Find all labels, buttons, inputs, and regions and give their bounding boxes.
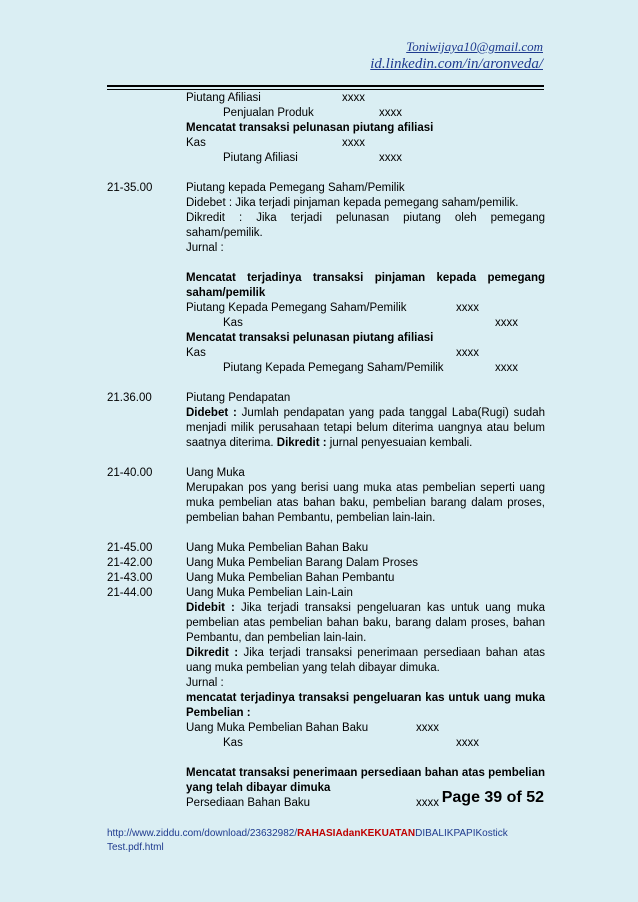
amount: xxxx	[416, 797, 439, 809]
account-name: Kas	[223, 317, 243, 329]
debit-text: Jumlah pendapatan yang pada tanggal Laba(Rugi) sudah menjadi milik perusahaan tetapi belum diterima uangnya atau belum saatnya diterima.	[186, 407, 545, 449]
header-linkedin-link[interactable]: id.linkedin.com/in/aronveda/	[370, 56, 543, 72]
amount: xxxx	[342, 137, 365, 149]
section-row	[0, 541, 638, 556]
amount: xxxx	[342, 92, 365, 104]
amount: xxxx	[379, 107, 402, 119]
section-row	[0, 181, 638, 196]
section-title: Uang Muka Pembelian Bahan Pembantu	[186, 572, 395, 584]
url-suffix: DIBALIKPAPIKostick Test.pdf.html	[107, 828, 508, 853]
journal-line	[0, 106, 638, 121]
credit-text: jurnal penyesuaian kembali.	[326, 437, 473, 449]
amount: xxxx	[416, 722, 439, 734]
journal-line	[0, 136, 638, 151]
amount: xxxx	[495, 362, 518, 374]
jurnal-label: Jurnal :	[186, 677, 224, 689]
url-highlight: RAHASIAdanKEKUATAN	[297, 828, 416, 839]
debit-label: Didebit :	[186, 602, 235, 614]
journal-line	[0, 301, 638, 316]
journal-line	[0, 361, 638, 376]
journal-heading: Mencatat terjadinya transaksi pinjaman kepada pemegang saham/pemilik	[186, 272, 545, 299]
account-name: Kas	[186, 347, 206, 359]
header-email-link[interactable]: Toniwijaya10@gmail.com	[406, 39, 543, 54]
account-code: 21-45.00	[107, 542, 153, 554]
account-code: 21-42.00	[107, 557, 153, 569]
account-name: Piutang Kepada Pemegang Saham/Pemilik	[186, 302, 407, 314]
section-row	[0, 556, 638, 571]
journal-line	[0, 721, 638, 736]
amount: xxxx	[456, 347, 479, 359]
jurnal-label: Jurnal :	[186, 242, 224, 254]
journal-heading: mencatat terjadinya transaksi pengeluaran kas untuk uang muka Pembelian :	[186, 692, 545, 719]
section-row	[0, 571, 638, 586]
section-row	[0, 391, 638, 406]
account-code: 21.36.00	[107, 392, 152, 404]
account-code: 21-40.00	[107, 467, 153, 479]
account-name: Piutang Kepada Pemegang Saham/Pemilik	[223, 362, 444, 374]
account-code: 21-43.00	[107, 572, 153, 584]
journal-line	[0, 91, 638, 106]
page-number: Page 39 of 52	[441, 789, 544, 806]
journal-line	[0, 151, 638, 166]
account-name: Penjualan Produk	[223, 107, 314, 119]
account-code: 21-35.00	[107, 182, 153, 194]
heading-text: Mencatat transaksi pelunasan piutang afiliasi	[186, 122, 434, 134]
section-description: Merupakan pos yang berisi uang muka atas pembelian seperti uang muka pembelian atas bahan baku, pembelian barang dalam proses, pembelian bahan Pembantu, pembelian lain-lain.	[186, 482, 545, 524]
section-title: Piutang Pendapatan	[186, 392, 291, 404]
account-code: 21-44.00	[107, 587, 153, 599]
journal-heading	[0, 331, 638, 346]
account-name: Uang Muka Pembelian Bahan Baku	[186, 722, 369, 734]
section-row	[0, 466, 638, 481]
journal-heading	[0, 121, 638, 136]
section-title: Piutang kepada Pemegang Saham/Pemilik	[186, 182, 405, 194]
debit-text: Jika terjadi transaksi pengeluaran kas untuk uang muka pembelian atas pembelian bahan baku, barang dalam proses, bahan Pembantu, dan pembelian lain-lain.	[186, 602, 546, 644]
header-rule-thick	[107, 85, 544, 87]
account-name: Piutang Afiliasi	[223, 152, 298, 164]
header-rule-thin	[107, 89, 544, 90]
url-prefix: http://www.ziddu.com/download/23632982/	[107, 828, 298, 839]
credit-text: Jika terjadi transaksi penerimaan persediaan bahan atas uang muka pembelian yang telah dibayar dimuka.	[186, 647, 545, 674]
heading-text: Mencatat transaksi pelunasan piutang afiliasi	[186, 332, 434, 344]
account-name: Kas	[223, 737, 243, 749]
journal-line	[0, 736, 638, 751]
credit-label: Dikredit :	[276, 437, 327, 449]
amount: xxxx	[456, 302, 479, 314]
section-title: Uang Muka Pembelian Bahan Baku	[186, 542, 369, 554]
journal-line	[0, 316, 638, 331]
section-title: Uang Muka Pembelian Barang Dalam Proses	[186, 557, 419, 569]
account-name: Persediaan Bahan Baku	[186, 797, 311, 809]
debit-label: Didebet :	[186, 407, 237, 419]
section-title: Uang Muka Pembelian Lain-Lain	[186, 587, 353, 599]
credit-description	[186, 646, 545, 676]
section-title: Uang Muka	[186, 467, 245, 479]
document-body	[0, 91, 638, 811]
footer-url-link[interactable]	[107, 827, 547, 855]
journal-line	[0, 346, 638, 361]
debit-description: Didebet : Jika terjadi pinjaman kepada pemegang saham/pemilik.	[186, 197, 519, 209]
amount: xxxx	[495, 317, 518, 329]
credit-description: Dikredit : Jika terjadi pelunasan piutang oleh pemegang saham/pemilik.	[186, 212, 545, 239]
section-row	[0, 586, 638, 601]
credit-label: Dikredit :	[186, 647, 239, 659]
account-name: Piutang Afiliasi	[186, 92, 261, 104]
amount: xxxx	[456, 737, 479, 749]
debit-credit-description	[186, 406, 545, 451]
account-name: Kas	[186, 137, 206, 149]
journal-heading: Mencatat transaksi penerimaan persediaan bahan atas pembelian yang telah dibayar dimuka	[186, 767, 545, 794]
amount: xxxx	[379, 152, 402, 164]
debit-description	[186, 601, 545, 646]
